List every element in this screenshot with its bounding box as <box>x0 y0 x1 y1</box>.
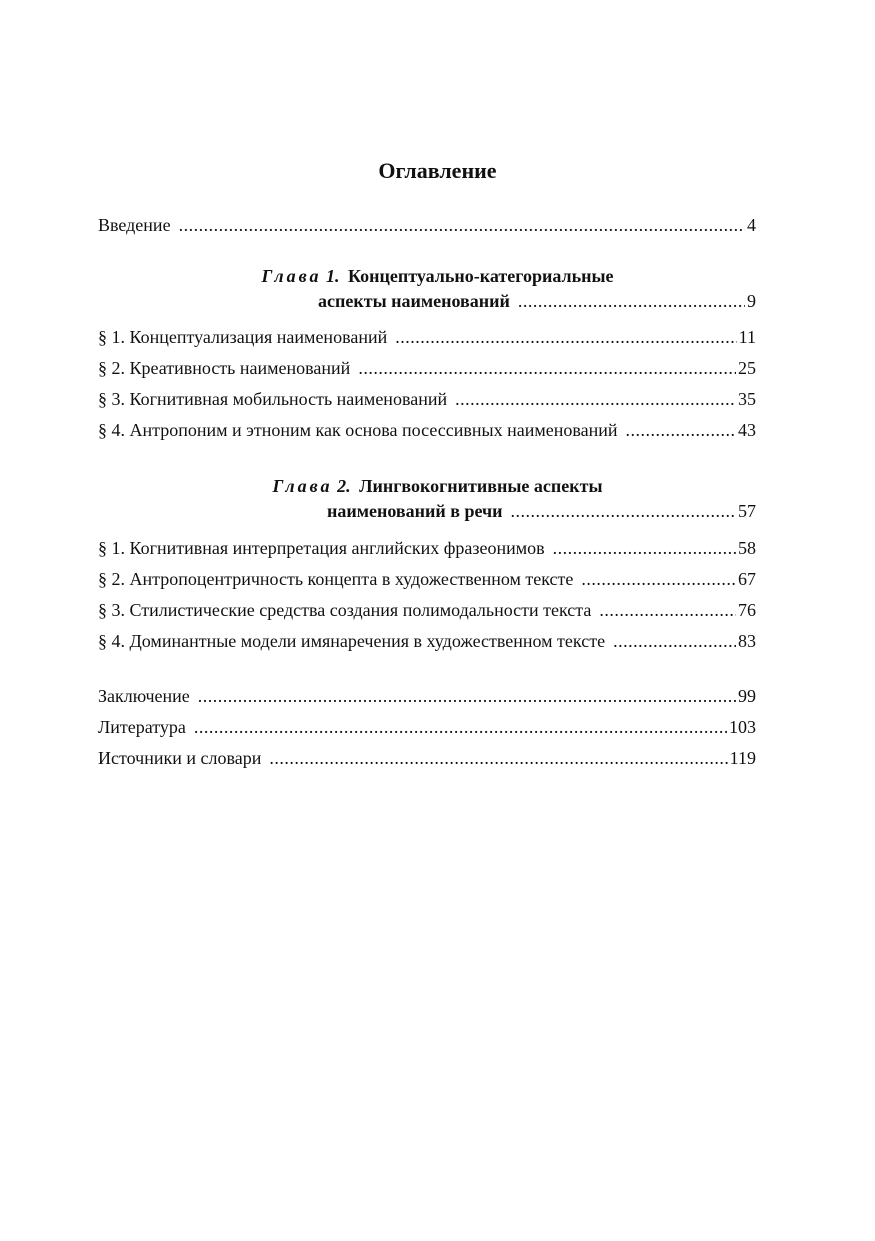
toc-entry-literature[interactable] <box>98 715 756 739</box>
dot-leader <box>626 418 736 442</box>
toc-entry-label: § 4. Антропоним и этноним как основа посессивных наименований <box>98 420 618 440</box>
toc-entry-label: § 2. Антропоцентричность концепта в художественном тексте <box>98 569 574 589</box>
toc-entry-ch1-sec1[interactable] <box>98 325 756 349</box>
chapter-title-line1: Концептуально-категориальные <box>348 266 614 286</box>
toc-entry-label: Литература <box>98 717 186 737</box>
toc-page-number: 58 <box>738 538 756 558</box>
chapter-prefix: Глава <box>261 266 322 286</box>
toc-entry-label: Источники и словари <box>98 748 262 768</box>
dot-leader <box>581 567 736 591</box>
toc-entry-ch2-sec3[interactable] <box>98 598 756 622</box>
toc-page-number: 9 <box>747 291 756 311</box>
toc-page-number: 76 <box>738 600 756 620</box>
chapter-title-line2: аспекты наименований <box>318 291 510 311</box>
toc-entry-label: § 3. Стилистические средства создания полимодальности текста <box>98 600 592 620</box>
chapter-title-line2: наименований в речи <box>327 501 503 521</box>
toc-entry-label: § 1. Когнитивная интерпретация английских фразеонимов <box>98 538 545 558</box>
dot-leader <box>358 356 736 380</box>
toc-entry-ch1-sec2[interactable] <box>98 356 756 380</box>
chapter-number: 1. <box>326 266 340 286</box>
dot-leader <box>455 387 736 411</box>
dot-leader <box>395 325 736 349</box>
toc-entry-chapter-2[interactable] <box>327 499 756 523</box>
toc-page-number: 83 <box>738 631 756 651</box>
toc-page-number: 4 <box>747 215 756 235</box>
chapter-number: 2. <box>337 476 351 496</box>
toc-page-number: 43 <box>738 420 756 440</box>
toc-page-number: 11 <box>738 327 756 347</box>
toc-page-number: 99 <box>738 686 756 706</box>
toc-entry-label: § 3. Когнитивная мобильность наименований <box>98 389 448 409</box>
toc-page-number: 67 <box>738 569 756 589</box>
toc-entry-sources[interactable] <box>98 746 756 770</box>
toc-page-number: 35 <box>738 389 756 409</box>
toc-entry-label: Заключение <box>98 686 190 706</box>
toc-page-number: 119 <box>729 748 756 768</box>
dot-leader <box>599 598 736 622</box>
dot-leader <box>511 499 736 523</box>
toc-page-number: 25 <box>738 358 756 378</box>
toc-entry-label: § 2. Креативность наименований <box>98 358 351 378</box>
chapter-1-heading <box>0 264 875 288</box>
toc-entry-intro[interactable] <box>98 213 756 237</box>
toc-entry-label: § 4. Доминантные модели имянаречения в художественном тексте <box>98 631 606 651</box>
dot-leader <box>518 289 745 313</box>
chapter-title-line1: Лингвокогнитивные аспекты <box>359 476 603 496</box>
toc-entry-chapter-1[interactable] <box>318 289 756 313</box>
toc-entry-ch2-sec4[interactable] <box>98 629 756 653</box>
dot-leader <box>198 684 736 708</box>
toc-page-number: 103 <box>729 717 756 737</box>
dot-leader <box>613 629 736 653</box>
chapter-2-heading <box>0 474 875 498</box>
chapter-prefix: Глава <box>272 476 333 496</box>
toc-entry-ch2-sec2[interactable] <box>98 567 756 591</box>
dot-leader <box>179 213 745 237</box>
toc-entry-ch1-sec4[interactable] <box>98 418 756 442</box>
toc-entry-conclusion[interactable] <box>98 684 756 708</box>
toc-entry-label: Введение <box>98 215 171 235</box>
toc-entry-label: § 1. Концептуализация наименований <box>98 327 388 347</box>
dot-leader <box>194 715 727 739</box>
toc-entry-ch1-sec3[interactable] <box>98 387 756 411</box>
toc-entry-ch2-sec1[interactable] <box>98 536 756 560</box>
toc-title: Оглавление <box>378 158 497 183</box>
dot-leader <box>269 746 727 770</box>
dot-leader <box>553 536 736 560</box>
toc-page-number: 57 <box>738 501 756 521</box>
